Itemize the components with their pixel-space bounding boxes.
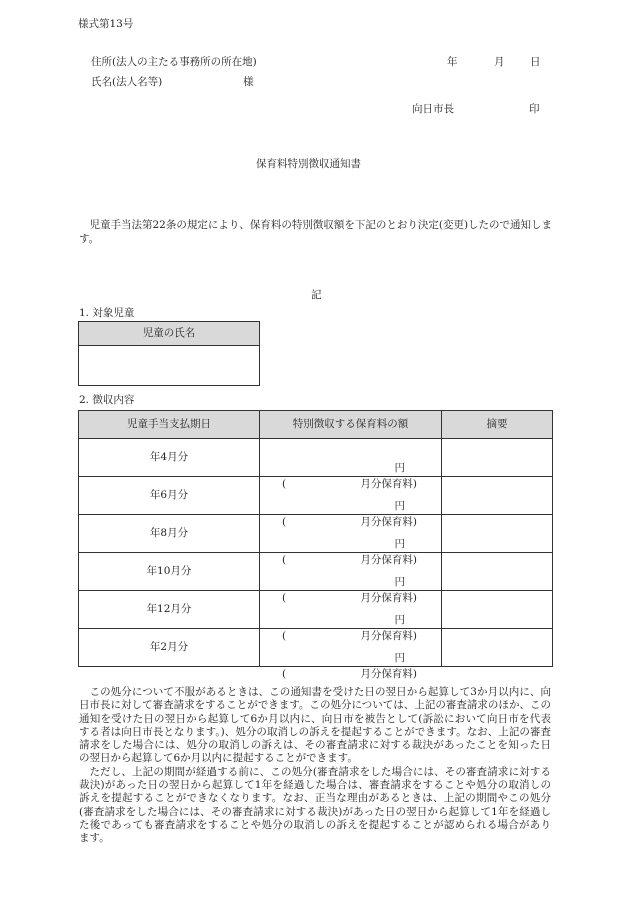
- remarks-cell: [442, 553, 553, 591]
- remarks-cell: [442, 629, 553, 667]
- yen-unit: 円: [394, 499, 405, 512]
- remarks-cell: [442, 477, 553, 515]
- collection-table: [78, 410, 553, 680]
- seal-mark: 印: [529, 103, 540, 115]
- yen-unit: 円: [394, 575, 405, 588]
- document-title: 保育料特別徴収通知書: [256, 158, 361, 170]
- paren-open: (: [282, 477, 287, 490]
- issuer-name: 向日市長: [412, 103, 454, 115]
- paren-open: (: [282, 515, 287, 528]
- yen-unit: 円: [394, 613, 405, 626]
- amount-cell: [260, 439, 442, 490]
- amount-header: 特別徴収する保育料の額: [260, 411, 442, 439]
- remarks-cell: [442, 591, 553, 629]
- section2-heading: 2. 徴収内容: [79, 394, 135, 406]
- month-suffix: 月分保育料): [360, 591, 417, 604]
- period-cell: 年10月分: [79, 553, 260, 591]
- paren-open: (: [282, 667, 287, 680]
- name-label: 氏名(法人名等): [91, 76, 163, 88]
- paren-open: (: [282, 629, 287, 642]
- month-suffix: 月分保育料): [360, 553, 417, 566]
- month-suffix: 月分保育料): [360, 477, 417, 490]
- month-suffix: 月分保育料): [360, 667, 417, 680]
- period-cell: 年8月分: [79, 515, 260, 553]
- remarks-cell: [442, 515, 553, 553]
- child-name-cell: [79, 346, 260, 386]
- form-number: 様式第13号: [78, 18, 134, 30]
- table-row: [79, 591, 553, 629]
- yen-unit: 円: [394, 461, 405, 474]
- period-cell: 年12月分: [79, 591, 260, 629]
- table-row: [79, 477, 553, 515]
- table-row: [79, 553, 553, 591]
- month-suffix: 月分保育料): [360, 629, 417, 642]
- paren-open: (: [282, 553, 287, 566]
- period-cell: 年2月分: [79, 629, 260, 667]
- honorific: 様: [243, 76, 254, 88]
- yen-unit: 円: [394, 537, 405, 550]
- table-row: [79, 515, 553, 553]
- date-day: 日: [530, 56, 541, 68]
- table-row: [79, 629, 553, 667]
- appeal-notice: [79, 686, 551, 846]
- yen-unit: 円: [394, 651, 405, 664]
- period-cell: 年4月分: [79, 439, 260, 477]
- period-cell: 年6月分: [79, 477, 260, 515]
- table-row: [79, 439, 553, 477]
- remarks-header: 摘要: [442, 411, 553, 439]
- intro-text: 児童手当法第22条の規定により、保育料の特別徴収額を下記のとおり決定(変更)したので通知します。: [79, 219, 553, 245]
- address-label: 住所(法人の主たる事務所の所在地): [91, 56, 257, 68]
- section1-heading: 1. 対象児童: [79, 307, 135, 319]
- paren-open: (: [282, 591, 287, 604]
- ki-heading: 記: [311, 289, 322, 301]
- child-table: [78, 321, 260, 386]
- remarks-cell: [442, 439, 553, 477]
- payment-date-header: 児童手当支払期日: [79, 411, 260, 439]
- notice-paragraph-2: ただし、上記の期間が経過する前に、この処分(審査請求をした場合には、その審査請求に対する裁決)があった日の翌日から起算して1年を経過した場合は、審査請求をすることや処分の取消しの訴えを提起することができなくなります。なお、正当な理由があるときは、上記の期間やこの処分(審査請求をした場合には、その審査請求に対する裁決)があった日の翌日から起算して1年を経過した後であっても審査請求をすることや処分の取消しの訴えを提起することが認められる場合があります。: [79, 765, 551, 845]
- month-suffix: 月分保育料): [360, 515, 417, 528]
- child-name-header: 児童の氏名: [79, 322, 260, 346]
- notice-paragraph-1: この処分について不服があるときは、この通知書を受けた日の翌日から起算して3か月以内に、向日市長に対して審査請求をすることができます。この処分については、上記の審査請求のほか、この通知を受けた日の翌日から起算して6か月以内に、向日市を被告として(訴訟において向日市を代表する者は向日市長となります。)、処分の取消しの訴えを提起することができます。なお、上記の審査請求をした場合には、処分の取消しの訴えは、その審査請求に対する裁決があったことを知った日の翌日から起算して6か月以内に提起することができます。: [79, 686, 551, 765]
- date-month: 月: [494, 56, 505, 68]
- date-year: 年: [447, 56, 458, 68]
